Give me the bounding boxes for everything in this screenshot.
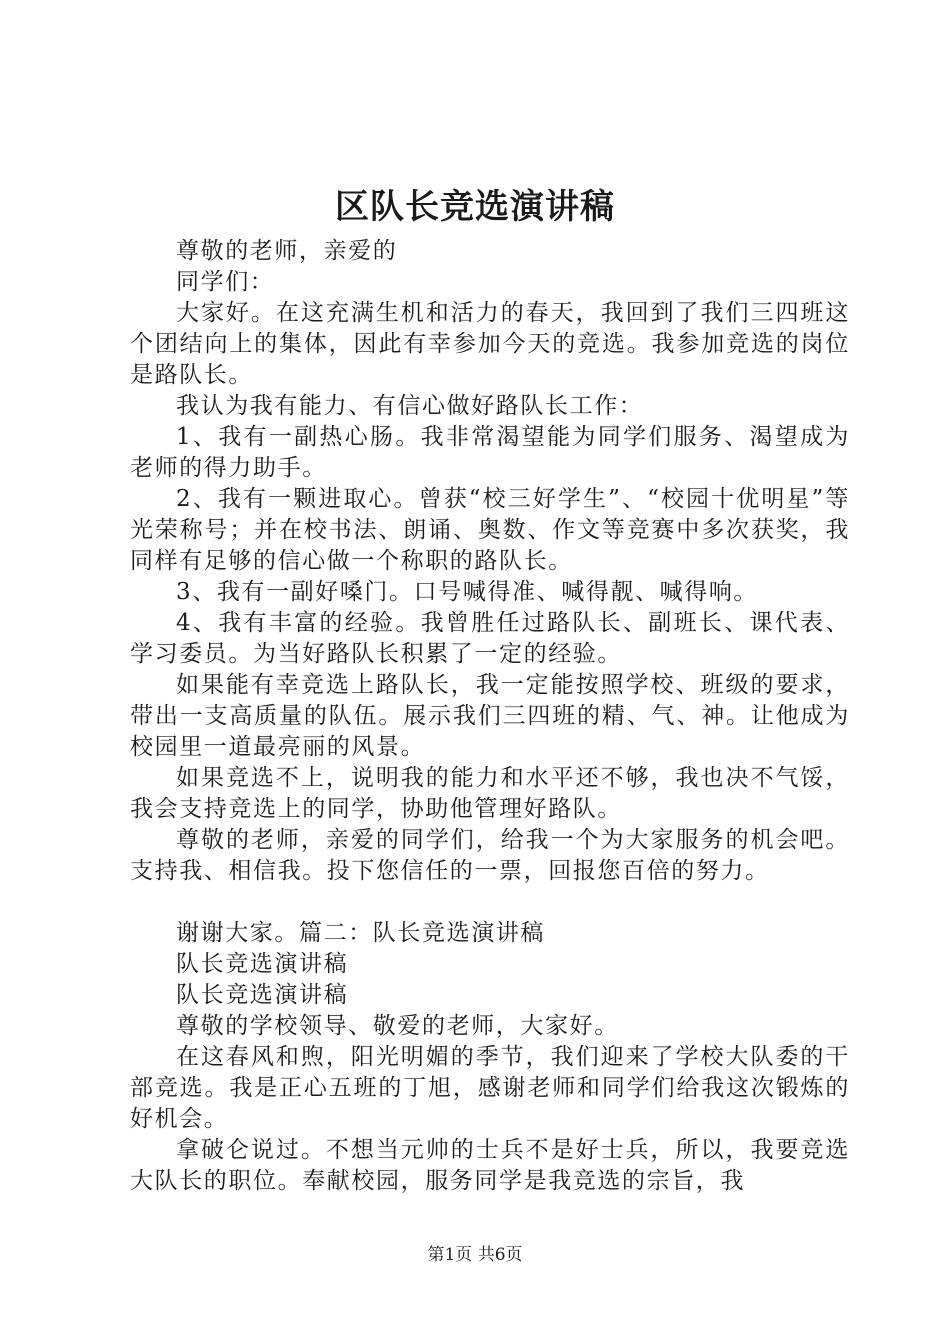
page-number-footer: 第1页 共6页 — [427, 1245, 523, 1265]
body-paragraph: 如果能有幸竞选上路队长，我一定能按照学校、班级的要求，带出一支高质量的队伍。展示我们三四班的精、气、神。让他成为校园里一道最亮丽的风景。 — [130, 672, 850, 760]
body-paragraph: 尊敬的老师，亲爱的同学们，给我一个为大家服务的机会吧。支持我、相信我。投下您信任的一票，回报您百倍的努力。 — [130, 827, 850, 884]
body-paragraph: 我认为我有能力、有信心做好路队长工作： — [176, 393, 644, 419]
body-paragraph: 4、我有丰富的经验。我曾胜任过路队长、副班长、课代表、学习委员。为当好路队长积累了一定的经验。 — [130, 610, 850, 667]
document-body — [130, 236, 850, 1197]
body-paragraph: 尊敬的学校领导、敬爱的老师，大家好。 — [176, 1013, 619, 1039]
body-paragraph: 2、我有一颗进取心。曾获“校三好学生”、“校园十优明星”等光荣称号；并在校书法、朗诵、奥数、作文等竞赛中多次获奖，我同样有足够的信心做一个称职的路队长。 — [130, 486, 850, 574]
body-paragraph: 尊敬的老师，亲爱的 — [176, 238, 398, 264]
body-paragraph: 3、我有一副好嗓门。口号喊得准、喊得靓、喊得响。 — [176, 579, 759, 605]
body-paragraph: 同学们： — [176, 269, 275, 295]
body-paragraph: 队长竞选演讲稿 — [176, 951, 349, 977]
document-title: 区队长竞选演讲稿 — [335, 187, 615, 227]
body-paragraph: 谢谢大家。篇二：队长竞选演讲稿 — [176, 920, 545, 946]
body-paragraph: 如果竞选不上，说明我的能力和水平还不够，我也决不气馁，我会支持竞选上的同学，协助他管理好路队。 — [130, 765, 850, 822]
body-paragraph: 队长竞选演讲稿 — [176, 982, 349, 1008]
body-paragraph: 在这春风和煦，阳光明媚的季节，我们迎来了学校大队委的干部竞选。我是正心五班的丁旭，感谢老师和同学们给我这次锻炼的好机会。 — [130, 1044, 850, 1132]
body-paragraph: 大家好。在这充满生机和活力的春天，我回到了我们三四班这个团结向上的集体，因此有幸参加今天的竞选。我参加竞选的岗位是路队长。 — [130, 300, 850, 388]
body-paragraph: 拿破仑说过。不想当元帅的士兵不是好士兵，所以，我要竞选大队长的职位。奉献校园，服务同学是我竞选的宗旨，我 — [130, 1137, 850, 1194]
body-paragraph: 1、我有一副热心肠。我非常渴望能为同学们服务、渴望成为老师的得力助手。 — [130, 424, 850, 481]
